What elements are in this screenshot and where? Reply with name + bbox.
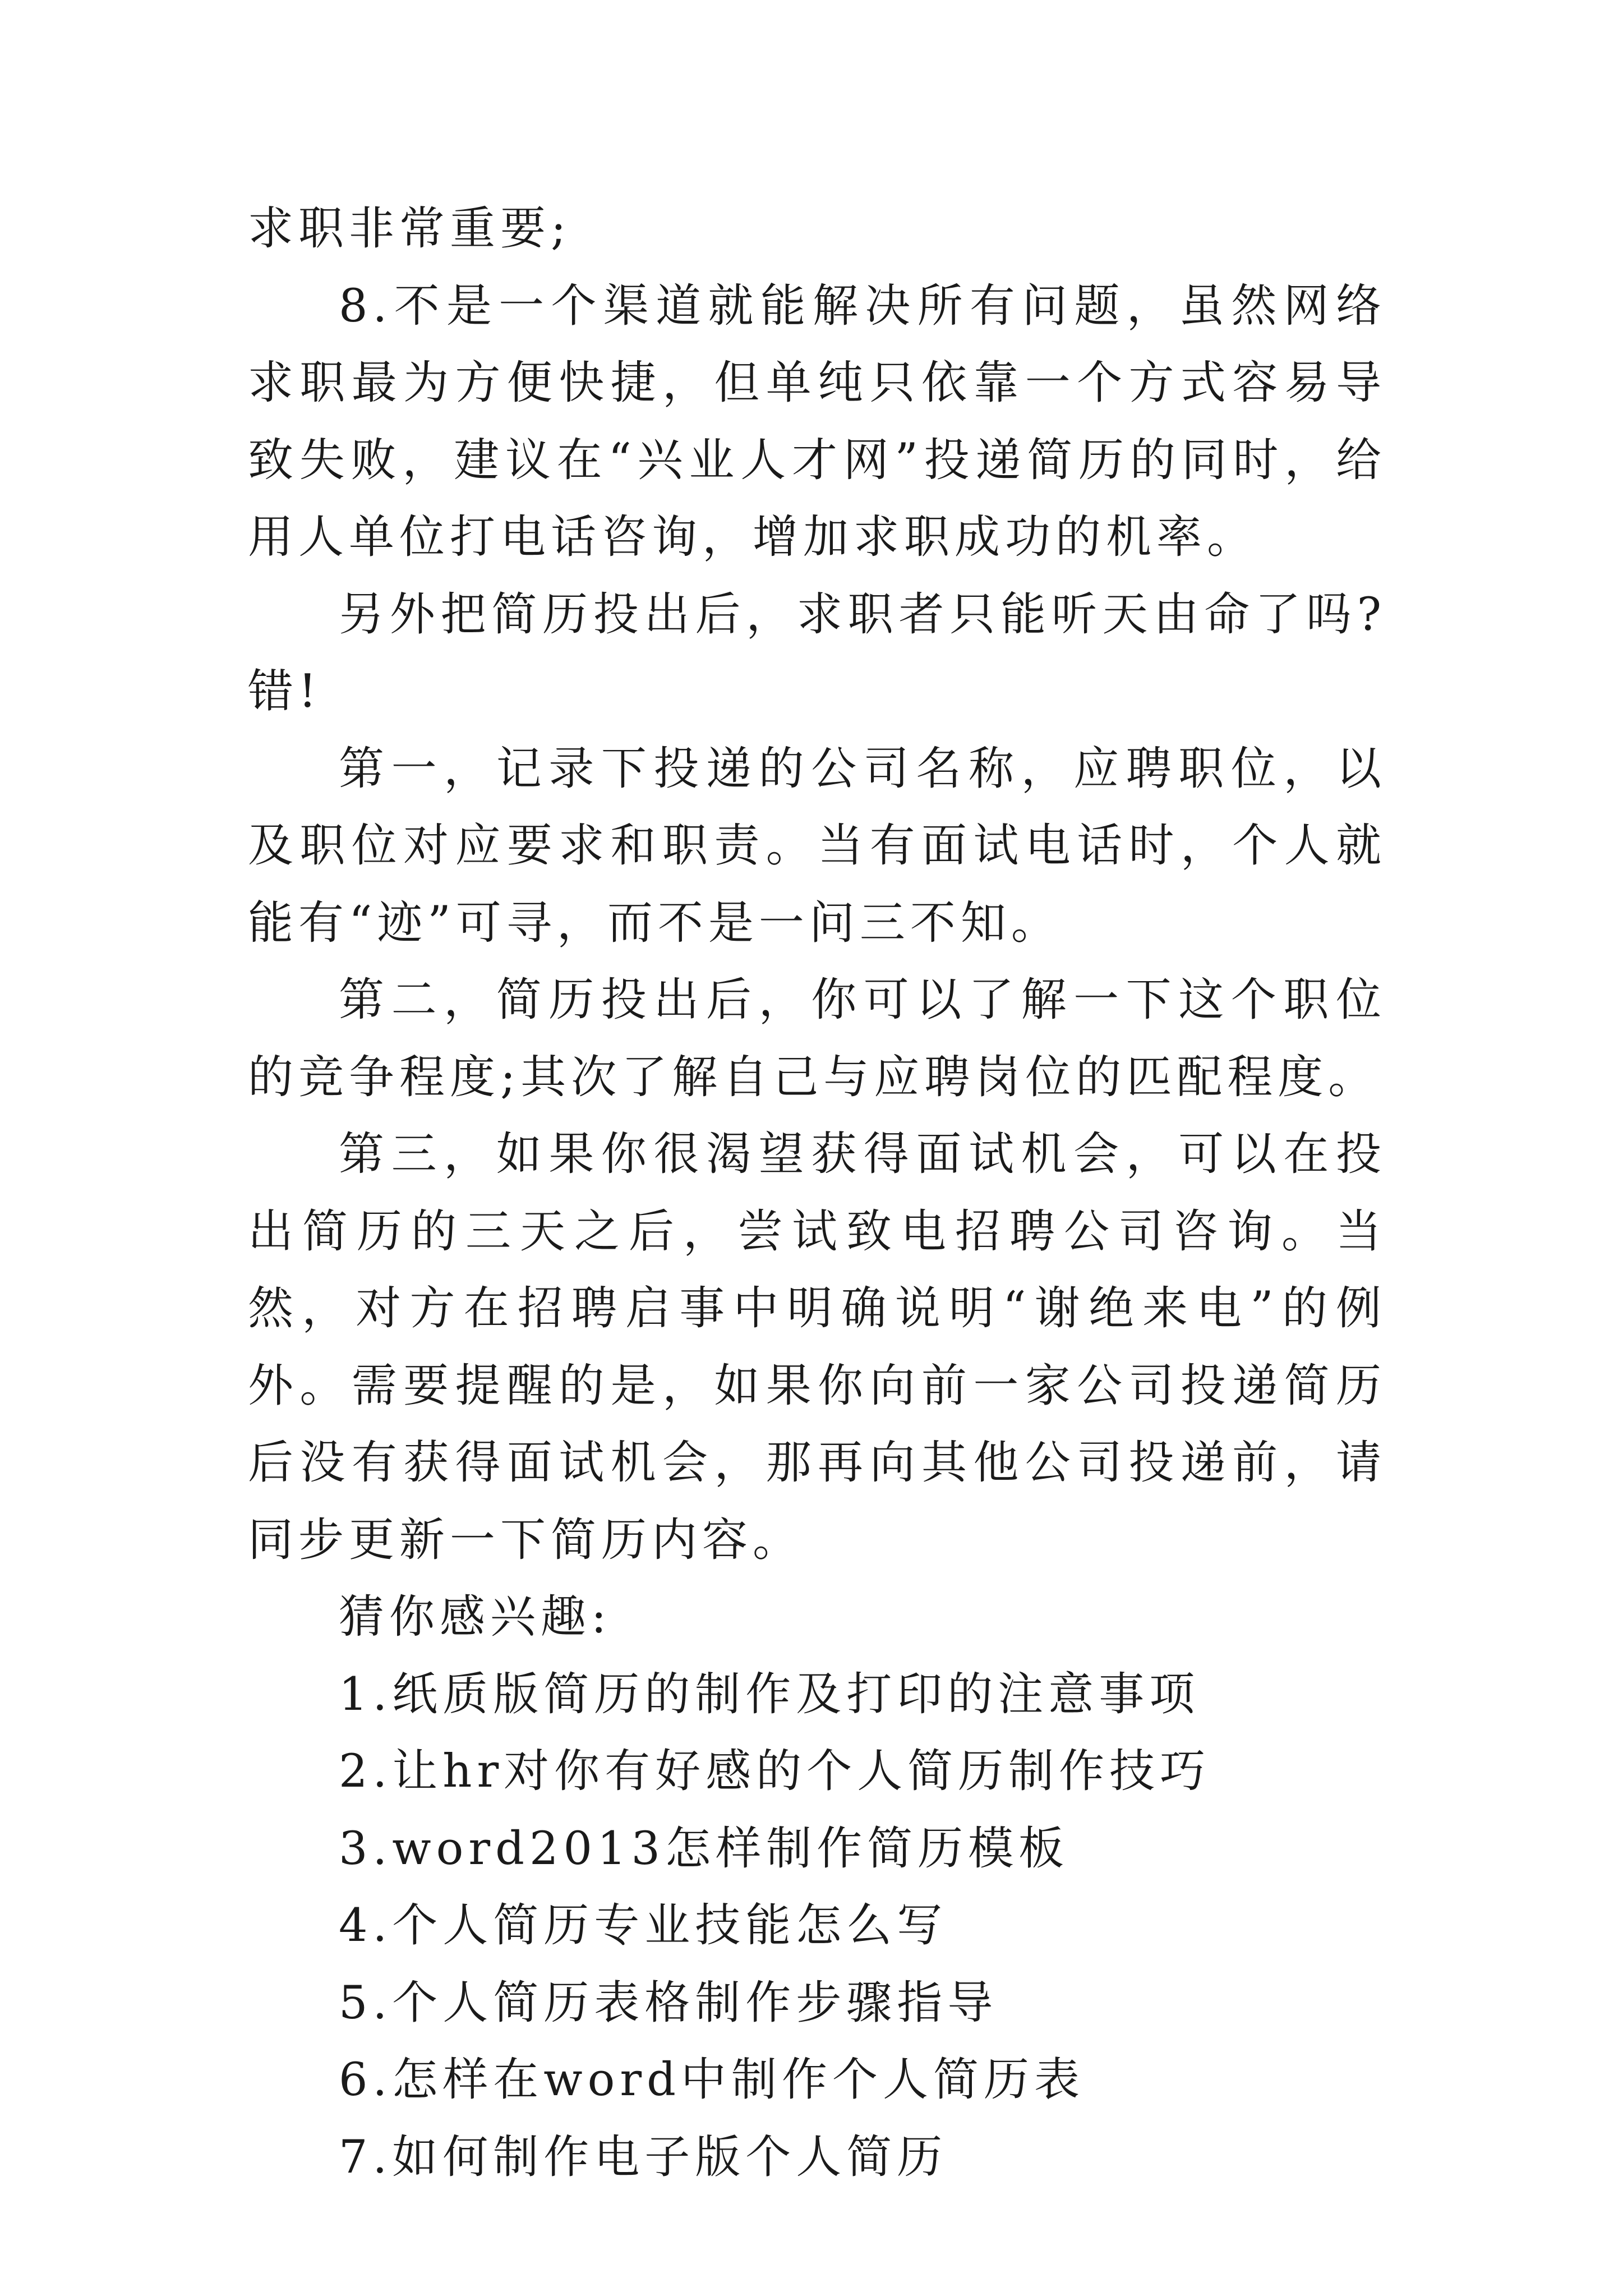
related-link-6[interactable]: 6.怎样在word中制作个人简历表 xyxy=(339,2054,1085,2106)
paragraph-first: 第一，记录下投递的公司名称，应聘职位，以及职位对应要求和职责。当有面试电话时，个人就能有“迹”可寻，而不是一问三不知。 xyxy=(248,742,1386,950)
paragraph-tip-8: 8.不是一个渠道就能解决所有问题，虽然网络求职最为方便快捷，但单纯只依靠一个方式容易导致失败，建议在“兴业人才网”投递简历的同时，给用人单位打电话咨询，增加求职成功的机率。 xyxy=(248,279,1386,564)
related-heading: 猜你感兴趣: xyxy=(339,1591,612,1644)
paragraph-third: 第三，如果你很渴望获得面试机会，可以在投出简历的三天之后，尝试致电招聘公司咨询。当然，对方在招聘启事中明确说明“谢绝来电”的例外。需要提醒的是，如果你向前一家公司投递简历后没有获得面试机会，那再向其他公司投递前，请同步更新一下简历内容。 xyxy=(248,1128,1386,1567)
related-link-2[interactable]: 2.让hr对你有好感的个人简历制作技巧 xyxy=(339,1745,1211,1798)
paragraph-after-submit: 另外把简历投出后，求职者只能听天由命了吗?错! xyxy=(248,588,1386,718)
related-link-3[interactable]: 3.word2013怎样制作简历模板 xyxy=(339,1822,1069,1875)
related-link-7[interactable]: 7.如何制作电子版个人简历 xyxy=(339,2131,948,2184)
paragraph-second: 第二，简历投出后，你可以了解一下这个职位的竞争程度;其次了解自己与应聘岗位的匹配程度。 xyxy=(248,974,1386,1104)
related-link-4[interactable]: 4.个人简历专业技能怎么写 xyxy=(339,1899,948,1952)
paragraph-intro-tail: 求职非常重要; xyxy=(248,203,571,255)
document-body xyxy=(248,191,1386,2196)
related-link-5[interactable]: 5.个人简历表格制作步骤指导 xyxy=(339,1976,998,2030)
related-link-1[interactable]: 1.纸质版简历的制作及打印的注意事项 xyxy=(339,1668,1200,1721)
